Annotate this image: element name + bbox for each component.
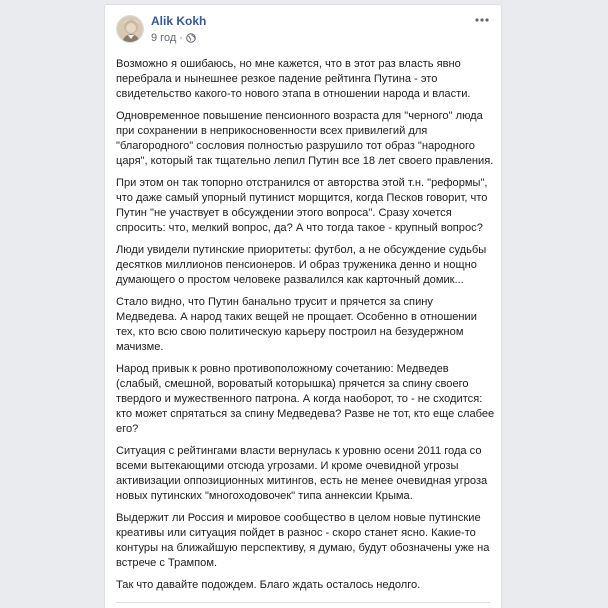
more-options-button[interactable] xyxy=(473,11,491,29)
post-paragraph: Возможно я ошибаюсь, но мне кажется, что в этот раз власть явно перебрала и нынешнее резкое падение рейтинга Путина - это свидетельство какого-то нового этапа в отношении народа и власти. xyxy=(116,58,471,100)
post-paragraph: Люди увидели путинские приоритеты: футбол, а не обсуждение судьбы десятков миллионов пенсионеров. И образ труженика денно и нощно думающего о простом человеке развалился как карточный домик... xyxy=(116,244,487,286)
post-header xyxy=(105,5,501,51)
post-paragraph: Народ привык к ровно противоположному сочетанию: Медведев (слабый, смешной, вороватый которышка) прячется за спину своего твердого и мужественного патрона. А когда наоборот, то - не сходится: кто может спрятаться за спину Медведева? Разве не тот, кто еще слабее его? xyxy=(116,363,495,435)
post-paragraph: Выдержит ли Россия и мировое сообщество в целом новые путинские креативы или ситуация пойдет в разнос - скоро станет ясно. Какие-то контуры на ближайшую перспективу, я думаю, будут обозначены уже на встрече с Трампом. xyxy=(116,512,490,569)
post-paragraph: Ситуация с рейтингами власти вернулась к уровню осени 2011 года со всеми вытекающими отсюда угрозами. И кроме очевидной угрозы активизации оппозиционных митингов, есть не менее очевидная угроза новых путинских "многоходовочек" типа аннексии Крыма. xyxy=(116,445,488,502)
post-paragraph: Одновременное повышение пенсионного возраста для "черного" люда при сохранении в неприкосновенности всех привилегий для "благородного" сословия полностью разрушило тот образ "народного царя", который так тщательно лепил Путин все 18 лет своего правления. xyxy=(116,110,494,167)
avatar-portrait-icon xyxy=(117,16,144,43)
avatar[interactable] xyxy=(116,15,144,43)
post-card xyxy=(104,4,502,608)
post-paragraph: Так что давайте подождем. Благо ждать осталось недолго. xyxy=(116,579,421,591)
more-horizontal-icon xyxy=(475,18,489,22)
post-paragraph: При этом он так топорно отстранился от авторства этой т.н. "реформы", что даже самый упорный путинист морщится, когда Песков говорит, что Путин "не участвует в обсуждении этого вопроса". Сразу хочется спросить: что, мелкий вопрос, да? А что тогда такое - крупный вопрос? xyxy=(116,177,488,234)
post-author[interactable]: Alik Kokh xyxy=(151,14,207,28)
meta-separator: · xyxy=(179,32,183,44)
post-divider xyxy=(116,602,490,603)
globe-icon[interactable] xyxy=(186,33,196,43)
post-timestamp[interactable]: 9 год xyxy=(151,32,177,44)
post-meta xyxy=(151,32,196,44)
post-paragraph: Стало видно, что Путин банально трусит и прячется за спину Медведева. А народ таких вещей не прощает. Особенно в отношении тех, кто всю свою политическую карьеру построил на безудержном мачизме. xyxy=(116,296,477,353)
post-text xyxy=(116,57,496,600)
